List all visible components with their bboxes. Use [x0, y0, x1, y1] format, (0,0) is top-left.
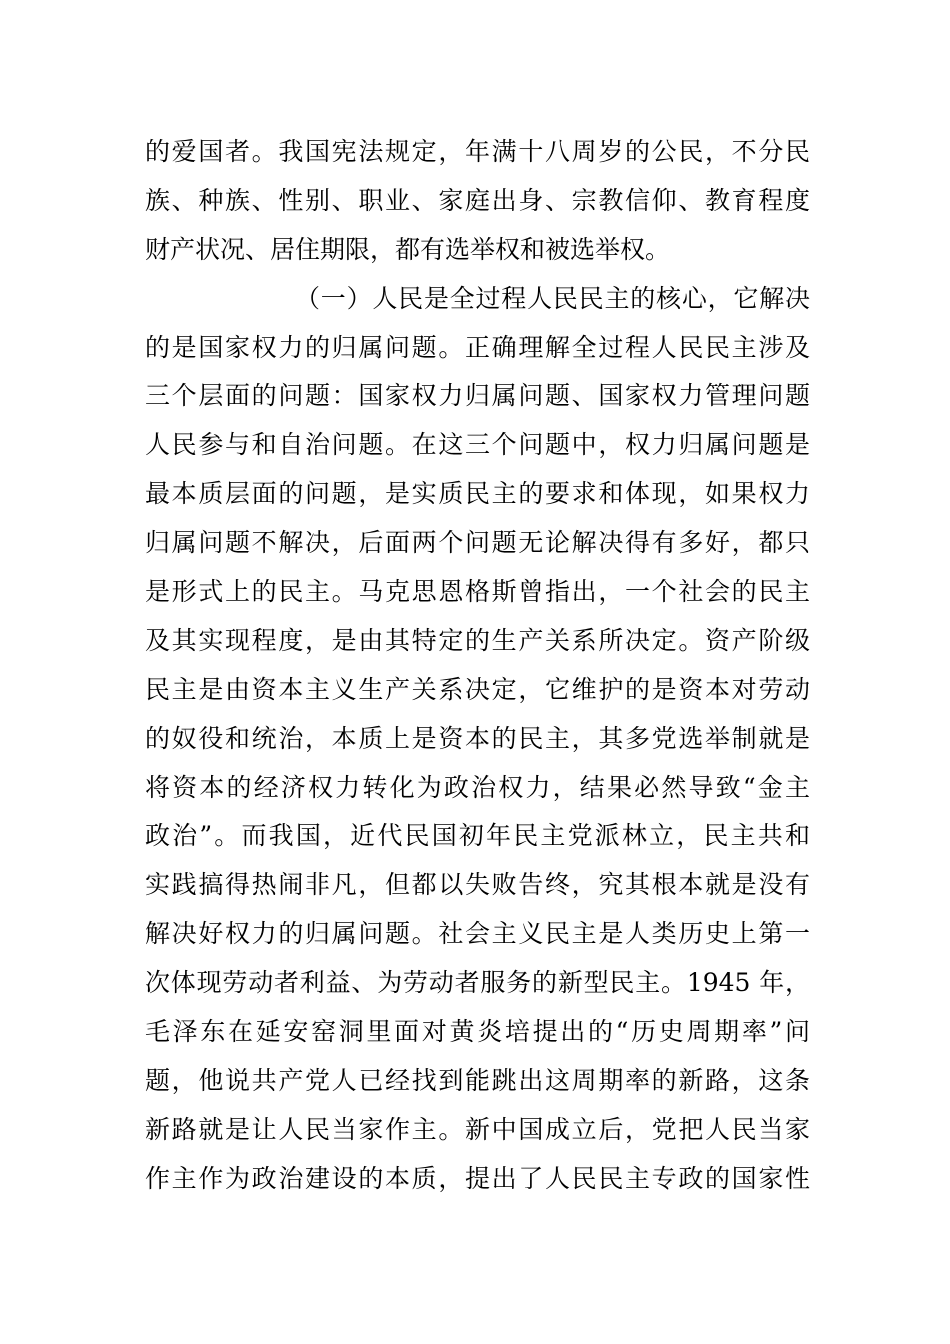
- paragraph-1: [145, 128, 810, 275]
- text-line: 三个层面的问题：国家权力归属问题、国家权力管理问题: [145, 381, 810, 411]
- text-line: 题，他说共产党人已经找到能跳出这周期率的新路，这条: [145, 1065, 810, 1095]
- document-body: [145, 128, 810, 1204]
- text-line: 的是国家权力的归属问题。正确理解全过程人民民主涉及: [145, 332, 810, 362]
- text-line: （一）人民是全过程人民民主的核心，它解决: [295, 283, 810, 313]
- text-line: 及其实现程度，是由其特定的生产关系所决定。资产阶级: [145, 625, 810, 655]
- text-line: 新路就是让人民当家作主。新中国成立后，党把人民当家: [145, 1114, 810, 1144]
- text-line: 政治”。而我国，近代民国初年民主党派林立，民主共和: [145, 821, 810, 851]
- text-line: 民主是由资本主义生产关系决定，它维护的是资本对劳动: [145, 674, 810, 704]
- text-line: 实践搞得热闹非凡，但都以失败告终，究其根本就是没有: [145, 870, 810, 900]
- text-line: 解决好权力的归属问题。社会主义民主是人类历史上第一: [145, 919, 810, 949]
- text-line: 财产状况、居住期限，都有选举权和被选举权。: [145, 234, 671, 264]
- text-line: 的爱国者。我国宪法规定，年满十八周岁的公民，不分民: [145, 137, 810, 166]
- text-line: 作主作为政治建设的本质，提出了人民民主专政的国家性: [145, 1163, 810, 1193]
- text-line: 将资本的经济权力转化为政治权力，结果必然导致“金主: [145, 772, 810, 802]
- paragraph-2: [145, 275, 810, 1204]
- text-line: 是形式上的民主。马克思恩格斯曾指出，一个社会的民主: [145, 577, 810, 607]
- text-line: 毛泽东在延安窑洞里面对黄炎培提出的“历史周期率”问: [145, 1017, 810, 1047]
- text-line: 的奴役和统治，本质上是资本的民主，其多党选举制就是: [145, 723, 810, 753]
- text-line: 族、种族、性别、职业、家庭出身、宗教信仰、教育程度: [145, 185, 810, 215]
- text-line: 人民参与和自治问题。在这三个问题中，权力归属问题是: [145, 430, 810, 460]
- text-line: 最本质层面的问题，是实质民主的要求和体现，如果权力: [145, 479, 810, 509]
- text-line: 次体现劳动者利益、为劳动者服务的新型民主。1945 年，: [145, 968, 810, 998]
- text-line: 归属问题不解决，后面两个问题无论解决得有多好，都只: [145, 528, 810, 558]
